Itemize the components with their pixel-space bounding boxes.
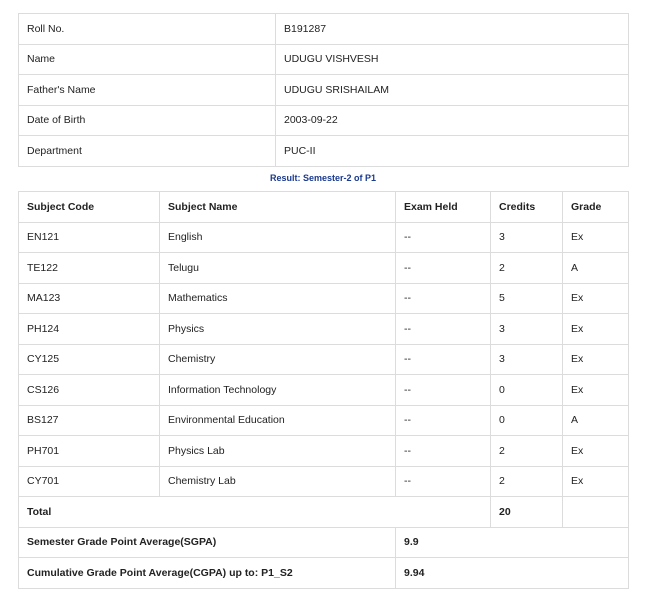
total-grade-empty [563,497,629,528]
grades-table [18,191,629,589]
exam-held-cell: -- [396,283,491,314]
table-row [19,283,629,314]
table-row [19,344,629,375]
info-row-dob [19,105,629,136]
exam-held-cell: -- [396,344,491,375]
subject-name-cell: Physics [160,314,396,345]
credits-cell: 0 [491,405,563,436]
subject-code-cell: MA123 [19,283,160,314]
father-label: Father's Name [19,75,276,106]
header-subject-code: Subject Code [19,192,160,223]
total-label: Total [19,497,491,528]
grade-cell: Ex [563,344,629,375]
grade-cell: Ex [563,466,629,497]
subject-code-cell: PH701 [19,436,160,467]
sgpa-row [19,527,629,558]
dob-label: Date of Birth [19,105,276,136]
grade-cell: Ex [563,283,629,314]
subject-code-cell: CY125 [19,344,160,375]
name-label: Name [19,44,276,75]
table-row [19,405,629,436]
header-subject-name: Subject Name [160,192,396,223]
total-credits: 20 [491,497,563,528]
grade-cell: Ex [563,436,629,467]
header-exam-held: Exam Held [396,192,491,223]
subject-code-cell: PH124 [19,314,160,345]
table-row [19,253,629,284]
subject-name-cell: English [160,222,396,253]
roll-value: B191287 [276,14,629,45]
subject-name-cell: Environmental Education [160,405,396,436]
grade-cell: A [563,405,629,436]
father-value: UDUGU SRISHAILAM [276,75,629,106]
grade-cell: Ex [563,314,629,345]
info-row-dept [19,136,629,167]
subject-code-cell: CS126 [19,375,160,406]
cgpa-label: Cumulative Grade Point Average(CGPA) up to: P1_S2 [19,558,396,589]
dob-value: 2003-09-22 [276,105,629,136]
exam-held-cell: -- [396,375,491,406]
subject-name-cell: Mathematics [160,283,396,314]
table-row [19,436,629,467]
credits-cell: 3 [491,314,563,345]
roll-label: Roll No. [19,14,276,45]
grade-cell: Ex [563,375,629,406]
exam-held-cell: -- [396,466,491,497]
info-row-father [19,75,629,106]
student-info-table [18,13,629,167]
credits-cell: 2 [491,253,563,284]
credits-cell: 5 [491,283,563,314]
grades-header-row [19,192,629,223]
info-row-roll [19,14,629,45]
exam-held-cell: -- [396,222,491,253]
table-row [19,314,629,345]
dept-value: PUC-II [276,136,629,167]
credits-cell: 0 [491,375,563,406]
cgpa-value: 9.94 [396,558,629,589]
result-caption: Result: Semester-2 of P1 [269,173,377,183]
subject-name-cell: Chemistry [160,344,396,375]
credits-cell: 3 [491,222,563,253]
credits-cell: 3 [491,344,563,375]
exam-held-cell: -- [396,314,491,345]
subject-code-cell: CY701 [19,466,160,497]
credits-cell: 2 [491,436,563,467]
subject-code-cell: TE122 [19,253,160,284]
grade-cell: Ex [563,222,629,253]
subject-name-cell: Telugu [160,253,396,284]
subject-name-cell: Chemistry Lab [160,466,396,497]
table-row [19,222,629,253]
credits-cell: 2 [491,466,563,497]
exam-held-cell: -- [396,436,491,467]
total-row [19,497,629,528]
name-value: UDUGU VISHVESH [276,44,629,75]
subject-name-cell: Physics Lab [160,436,396,467]
table-row [19,375,629,406]
header-credits: Credits [491,192,563,223]
dept-label: Department [19,136,276,167]
info-row-name [19,44,629,75]
subject-code-cell: EN121 [19,222,160,253]
grades-body [19,222,629,497]
exam-held-cell: -- [396,253,491,284]
subject-code-cell: BS127 [19,405,160,436]
sgpa-label: Semester Grade Point Average(SGPA) [19,527,396,558]
table-row [19,466,629,497]
exam-held-cell: -- [396,405,491,436]
sgpa-value: 9.9 [396,527,629,558]
cgpa-row [19,558,629,589]
header-grade: Grade [563,192,629,223]
subject-name-cell: Information Technology [160,375,396,406]
grade-cell: A [563,253,629,284]
